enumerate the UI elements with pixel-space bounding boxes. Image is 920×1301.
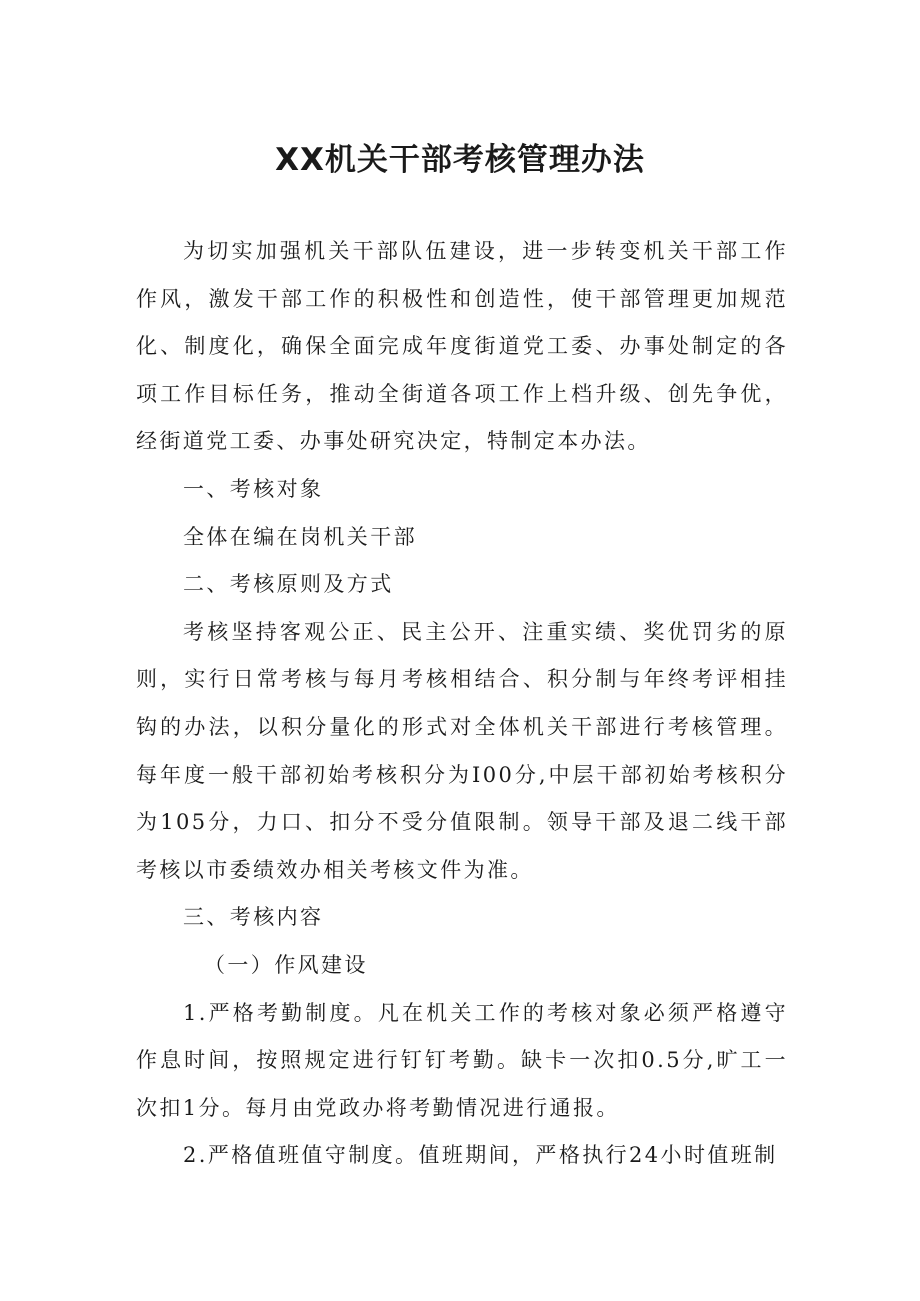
subsection-heading-style: （一）作风建设 bbox=[204, 952, 368, 977]
targets-paragraph: 全体在编在岗机关干部 bbox=[183, 524, 417, 549]
document-body bbox=[136, 228, 788, 1180]
section-heading-content: 三、考核内容 bbox=[183, 905, 324, 930]
section-heading-targets: 一、考核对象 bbox=[183, 476, 324, 501]
item-duty: 2.严格值班值守制度。值班期间，严格执行24小时值班制 bbox=[183, 1143, 778, 1168]
item-attendance: 1.严格考勤制度。凡在机关工作的考核对象必须严格遵守作息时间，按照规定进行钉钉考勤。缺卡一次扣0.5分,旷工一次扣1分。每月由党政办将考勤情况进行通报。 bbox=[136, 1000, 788, 1120]
document-title: XX机关干部考核管理办法 bbox=[275, 142, 645, 178]
principles-paragraph: 考核坚持客观公正、民主公开、注重实绩、奖优罚劣的原则，实行日常考核与每月考核相结合、积分制与年终考评相挂钩的办法，以积分量化的形式对全体机关干部进行考核管理。每年度一般干部初始考核积分为I00分,中层干部初始考核积分为105分，力口、扣分不受分值限制。领导干部及退二线干部考核以市委绩效办相关考核文件为准。 bbox=[136, 619, 788, 882]
section-heading-principles: 二、考核原则及方式 bbox=[183, 572, 394, 597]
intro-paragraph: 为切实加强机关干部队伍建设，进一步转变机关干部工作作风，激发干部工作的积极性和创造性，使干部管理更加规范化、制度化，确保全面完成年度街道党工委、办事处制定的各项工作目标任务，推动全街道各项工作上档升级、创先争优，经街道党工委、办事处研究决定，特制定本办法。 bbox=[136, 239, 788, 454]
